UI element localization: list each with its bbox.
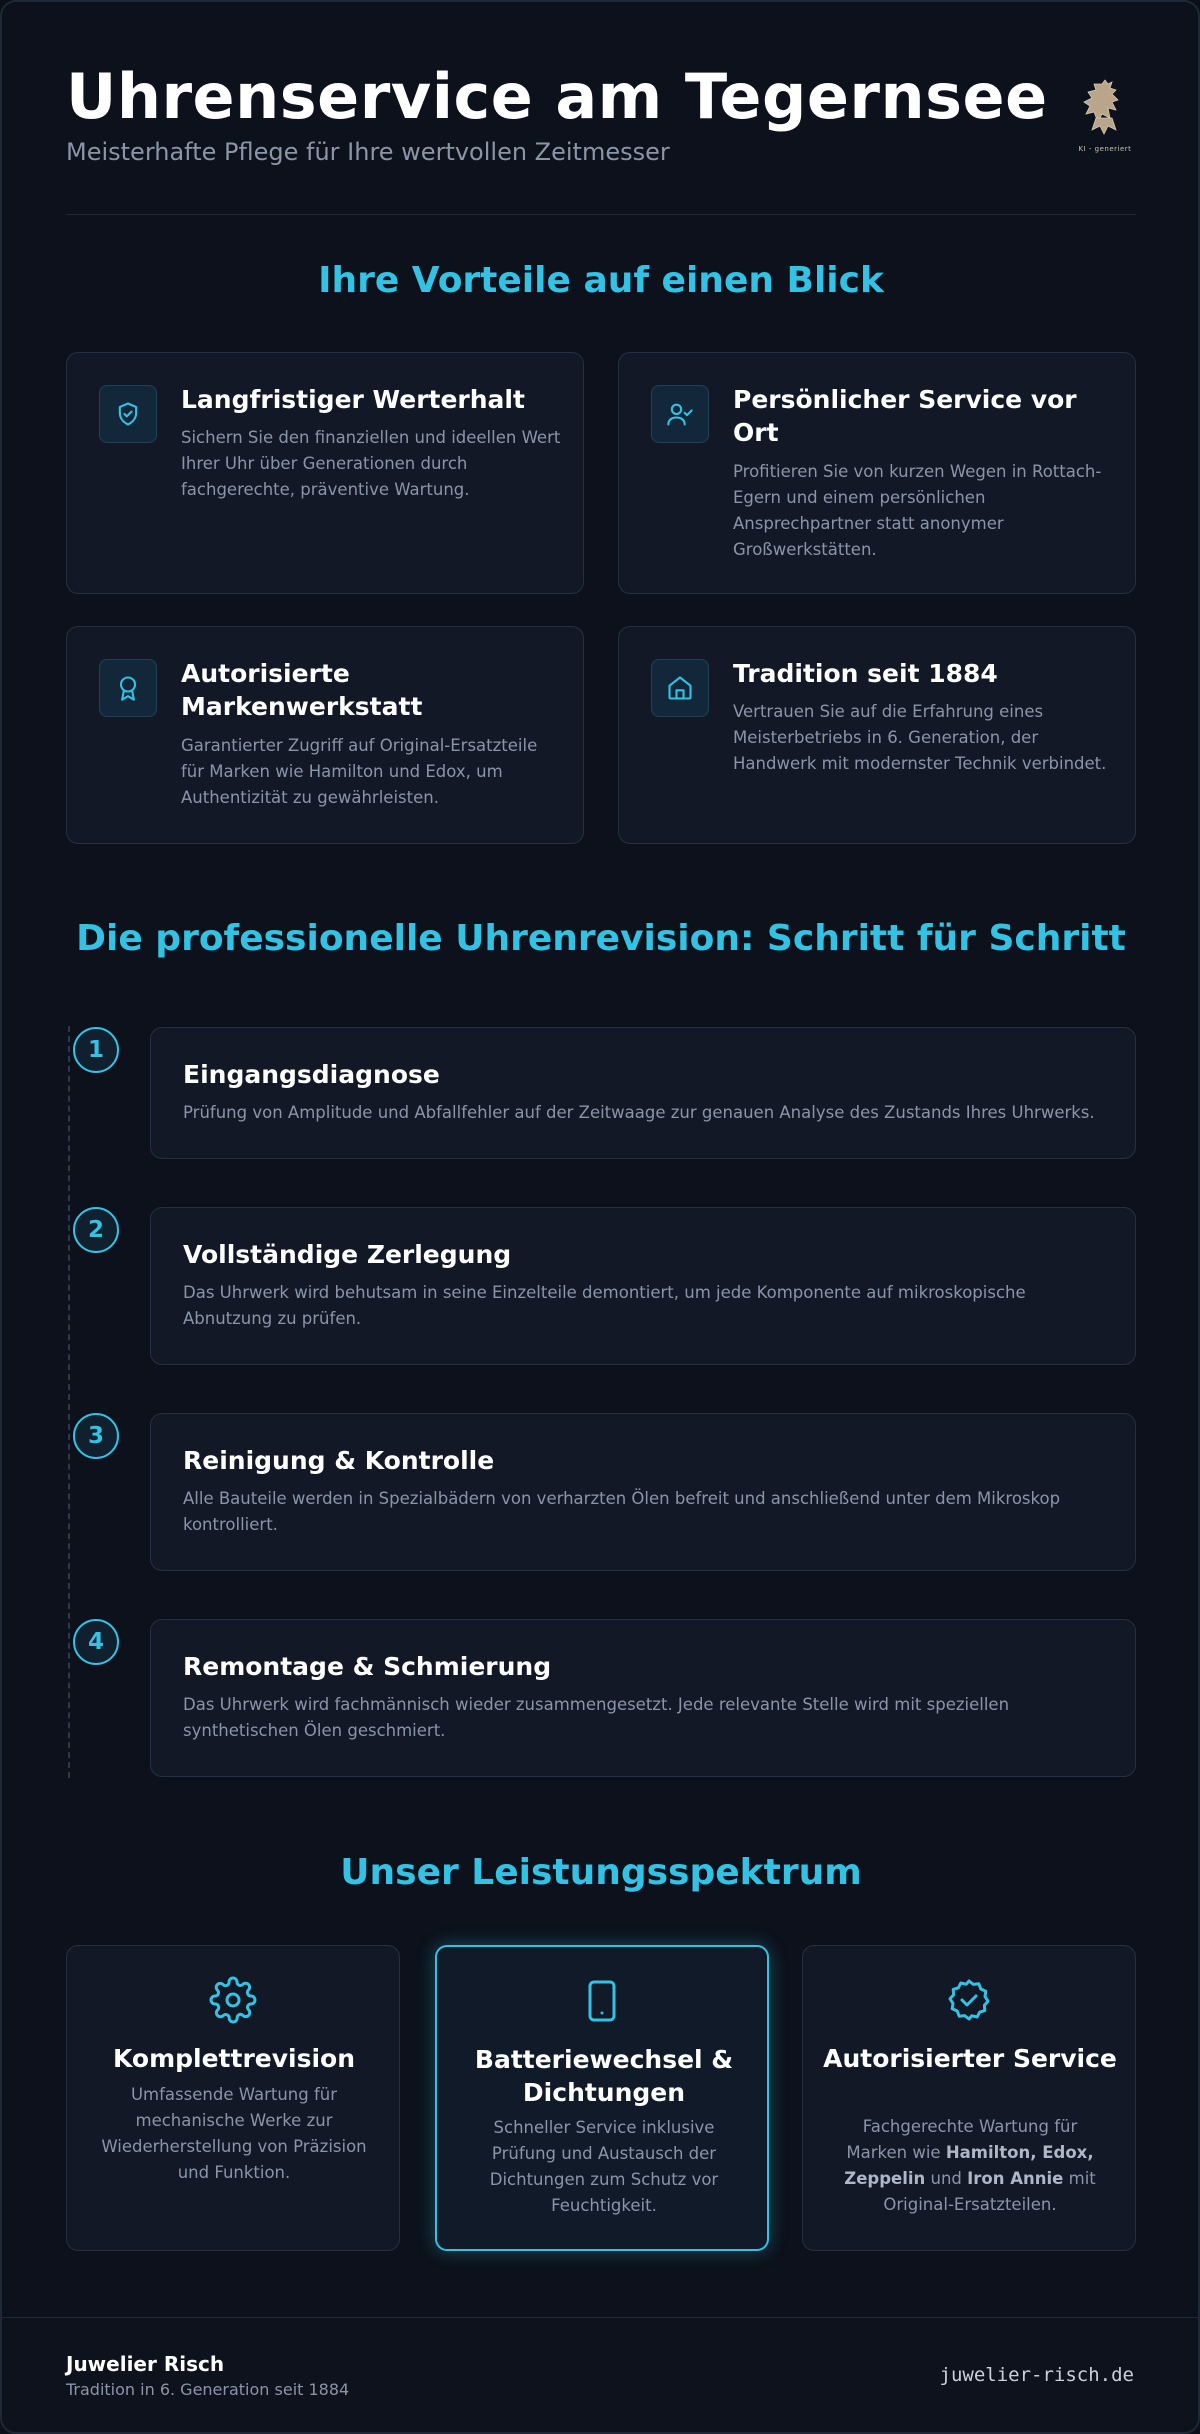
step-number: 4 — [73, 1619, 119, 1665]
step-title: Reinigung & Kontrolle — [183, 1446, 495, 1475]
benefit-title: Autorisierte Markenwerkstatt — [181, 659, 423, 721]
footer-website-link[interactable]: juwelier-risch.de — [939, 2364, 1134, 2386]
benefit-card — [66, 626, 584, 844]
benefit-title: Langfristiger Werterhalt — [181, 385, 525, 414]
step-text: Das Uhrwerk wird fachmännisch wieder zusammengesetzt. Jede relevante Stelle wird mit speziellen synthetischen Ölen geschmiert. — [183, 1695, 1010, 1740]
process-title: Die professionelle Uhrenrevision: Schritt für Schritt — [76, 918, 1126, 959]
award-icon — [99, 659, 157, 717]
step-text: Prüfung von Amplitude und Abfallfehler auf der Zeitwaage zur genauen Analyse des Zustands Ihres Uhrwerks. — [183, 1103, 1095, 1122]
step-text: Das Uhrwerk wird behutsam in seine Einzelteile demontiert, um jede Komponente auf mikroskopische Abnutzung zu prüfen. — [183, 1283, 1026, 1328]
service-text: Schneller Service inklusive Prüfung und Austausch der Dichtungen zum Schutz vor Feuchtigkeit. — [489, 2118, 719, 2215]
benefit-text: Vertrauen Sie auf die Erfahrung eines Meisterbetriebs in 6. Generation, der Handwerk mit modernster Technik verbindet. — [733, 702, 1107, 773]
service-card — [802, 1945, 1136, 2251]
benefit-title: Tradition seit 1884 — [733, 659, 998, 688]
logo-caption: KI - generiert — [1078, 145, 1132, 153]
services-title: Unser Leistungsspektrum — [340, 1852, 862, 1893]
brand-names: Hamilton, Edox, Zeppelin — [844, 2143, 1094, 2188]
benefit-text: Garantierter Zugriff auf Original-Ersatzteile für Marken wie Hamilton und Edox, um Authentizität zu gewährleisten. — [181, 736, 538, 807]
step-card — [150, 1207, 1136, 1365]
service-card-highlighted — [435, 1945, 769, 2251]
step-number: 3 — [73, 1413, 119, 1459]
step-title: Vollständige Zerlegung — [183, 1240, 512, 1269]
service-text: Fachgerechte Wartung für Marken wie Hamilton, Edox, Zeppelin und Iron Annie mit Original-Ersatzteilen. — [844, 2117, 1096, 2214]
step-card — [150, 1027, 1136, 1159]
service-card — [66, 1945, 400, 2251]
user-check-icon — [651, 385, 709, 443]
step-number: 2 — [73, 1207, 119, 1253]
page-title: Uhrenservice am Tegernsee — [66, 60, 1048, 133]
service-title: Batteriewechsel & Dichtungen — [474, 2045, 734, 2107]
step-text: Alle Bauteile werden in Spezialbädern von verharzten Ölen befreit und anschließend unter dem Mikroskop kontrolliert. — [183, 1489, 1061, 1534]
timeline-line — [68, 1026, 70, 1778]
divider — [66, 214, 1136, 215]
shield-check-icon — [99, 385, 157, 443]
step-title: Remontage & Schmierung — [183, 1652, 552, 1681]
benefit-text: Profitieren Sie von kurzen Wegen in Rottach-Egern und einem persönlichen Ansprechpartner statt anonymer Großwerkstätten. — [733, 462, 1102, 559]
benefit-card — [618, 352, 1136, 594]
badge-check-icon — [945, 1976, 993, 2024]
footer-tagline: Tradition in 6. Generation seit 1884 — [66, 2380, 350, 2399]
benefits-title: Ihre Vorteile auf einen Blick — [318, 260, 884, 301]
footer-company-name: Juwelier Risch — [66, 2352, 225, 2376]
benefit-card — [66, 352, 584, 594]
page-subtitle: Meisterhafte Pflege für Ihre wertvollen Zeitmesser — [66, 138, 670, 166]
gear-icon — [209, 1976, 257, 2024]
benefit-title: Persönlicher Service vor Ort — [733, 385, 1077, 447]
service-title: Komplettrevision — [112, 2044, 356, 2073]
step-card — [150, 1619, 1136, 1777]
service-text: Umfassende Wartung für mechanische Werke zur Wiederherstellung von Präzision und Funktion. — [101, 2085, 367, 2182]
step-card — [150, 1413, 1136, 1571]
home-icon — [651, 659, 709, 717]
brand-names: Iron Annie — [967, 2169, 1064, 2188]
step-title: Eingangsdiagnose — [183, 1060, 440, 1089]
step-number: 1 — [73, 1027, 119, 1073]
benefit-text: Sichern Sie den finanziellen und ideellen Wert Ihrer Uhr über Generationen durch fachgerechte, präventive Wartung. — [181, 428, 561, 499]
tablet-icon — [578, 1977, 626, 2025]
service-title: Autorisierter Service — [823, 2044, 1117, 2073]
benefit-card — [618, 626, 1136, 844]
